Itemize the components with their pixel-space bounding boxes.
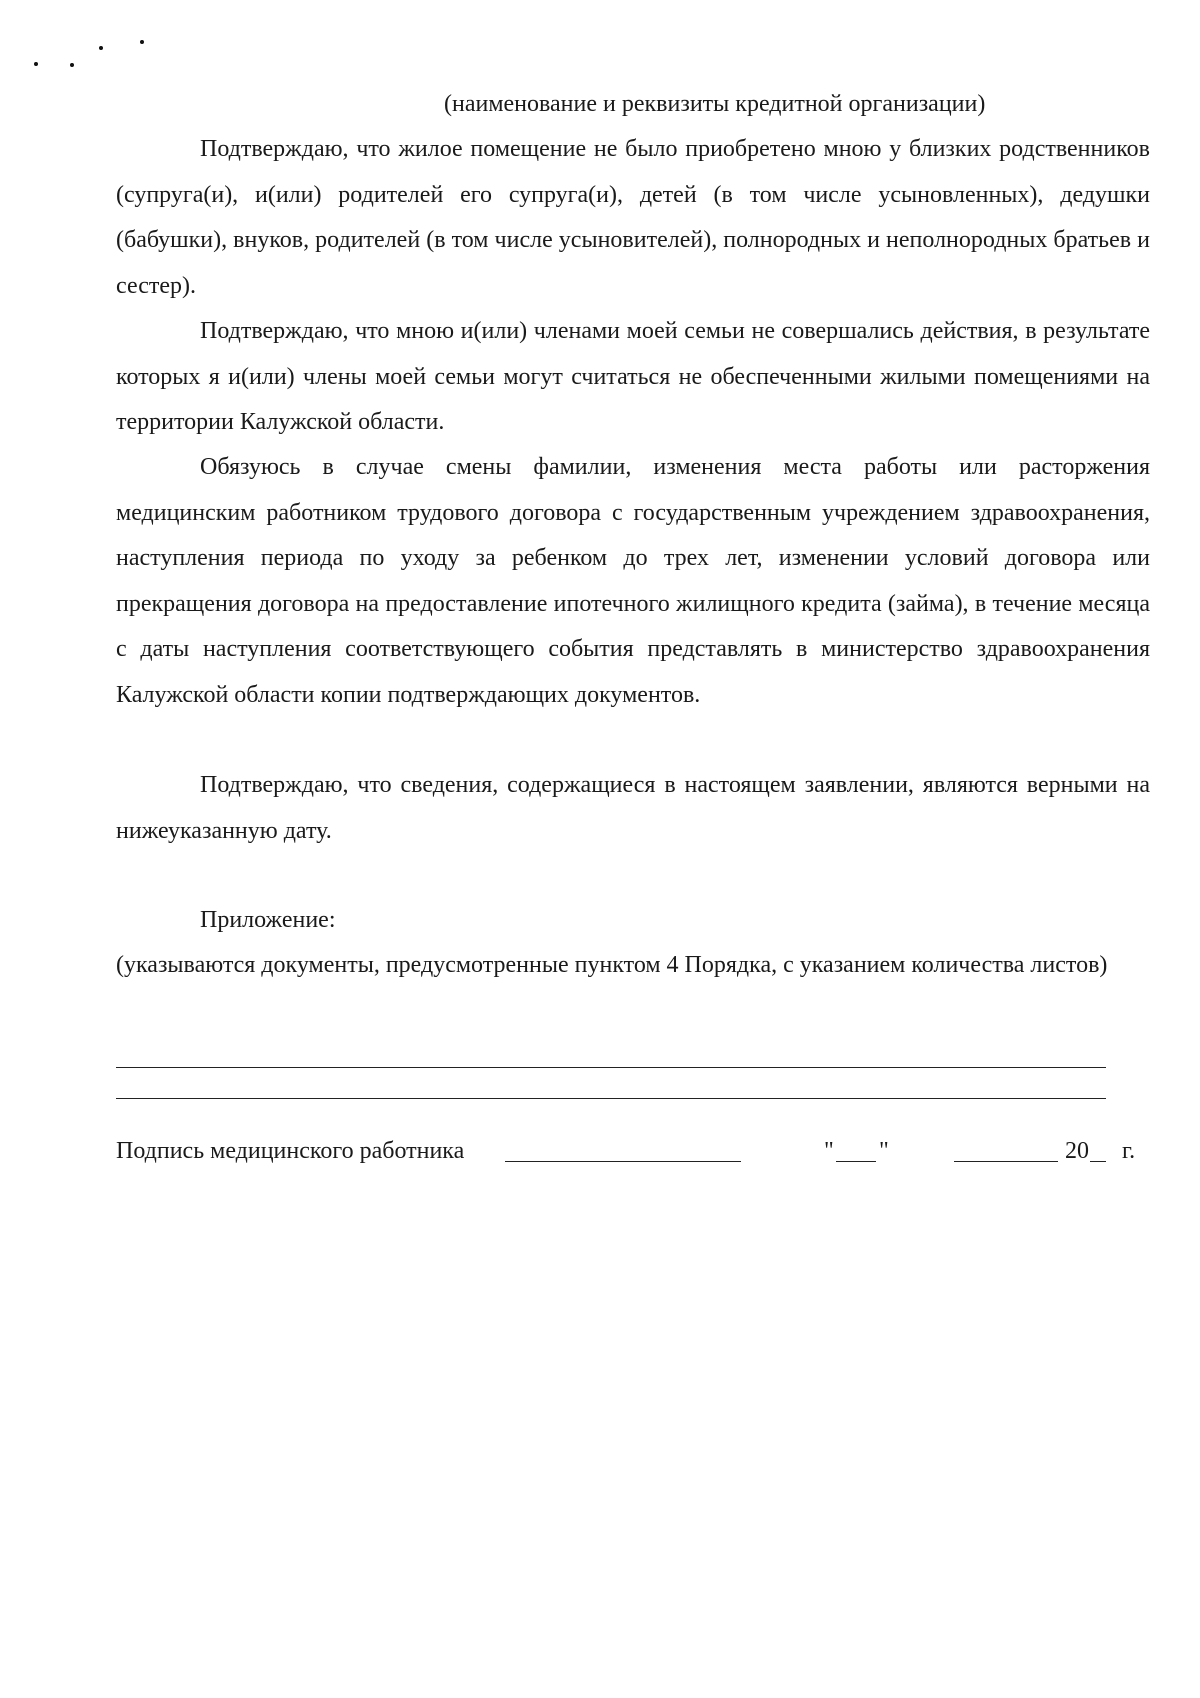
scan-dot: [140, 40, 144, 44]
paragraph-relatives-confirmation: Подтверждаю, что жилое помещение не было приобретено мною у близких родственников (супруга(и), и(или) родителей его супруга(и), детей (в том числе усыновленных), дедушки (бабушки), внуков, родителей (в том числе усыновителей), полнородных и неполнородных братьев и сестер).: [116, 136, 1150, 299]
month-blank-line: [954, 1161, 1058, 1162]
credit-organization-caption: (наименование и реквизиты кредитной организации): [444, 91, 986, 117]
paragraph-accuracy-confirmation: Подтверждаю, что сведения, содержащиеся в настоящем заявлении, являются верными на нижеуказанную дату.: [116, 772, 1150, 844]
appendix-title: Приложение:: [200, 907, 336, 933]
signature-label: Подпись медицинского работника: [116, 1138, 465, 1164]
scan-dot: [99, 46, 103, 50]
signature-blank-line: [505, 1161, 741, 1162]
day-blank-line: [836, 1161, 876, 1162]
appendix-note: (указываются документы, предусмотренные пунктом 4 Порядка, с указанием количества листов): [116, 952, 1108, 978]
date-close-quote: ": [879, 1138, 889, 1164]
scan-dot: [34, 62, 38, 66]
appendix-blank-line-1: [116, 1067, 1106, 1068]
date-open-quote: ": [824, 1138, 834, 1164]
paragraph-actions-confirmation: Подтверждаю, что мною и(или) членами моей семьи не совершались действия, в результате которых я и(или) члены моей семьи могут считаться не обеспеченными жилыми помещениями на территории Калужской области.: [116, 318, 1150, 435]
scan-dot: [70, 63, 74, 67]
year-blank-line: [1090, 1161, 1106, 1162]
appendix-blank-line-2: [116, 1098, 1106, 1099]
year-prefix: 20: [1065, 1138, 1089, 1164]
year-suffix: г.: [1122, 1138, 1136, 1164]
paragraph-obligation: Обязуюсь в случае смены фамилии, изменения места работы или расторжения медицинским работником трудового договора с государственным учреждением здравоохранения, наступления периода по уходу за ребенком до трех лет, изменении условий договора или прекращения договора на предоставление ипотечного жилищного кредита (займа), в течение месяца с даты наступления соответствующего события представлять в министерство здравоохранения Калужской области копии подтверждающих документов.: [116, 454, 1150, 708]
